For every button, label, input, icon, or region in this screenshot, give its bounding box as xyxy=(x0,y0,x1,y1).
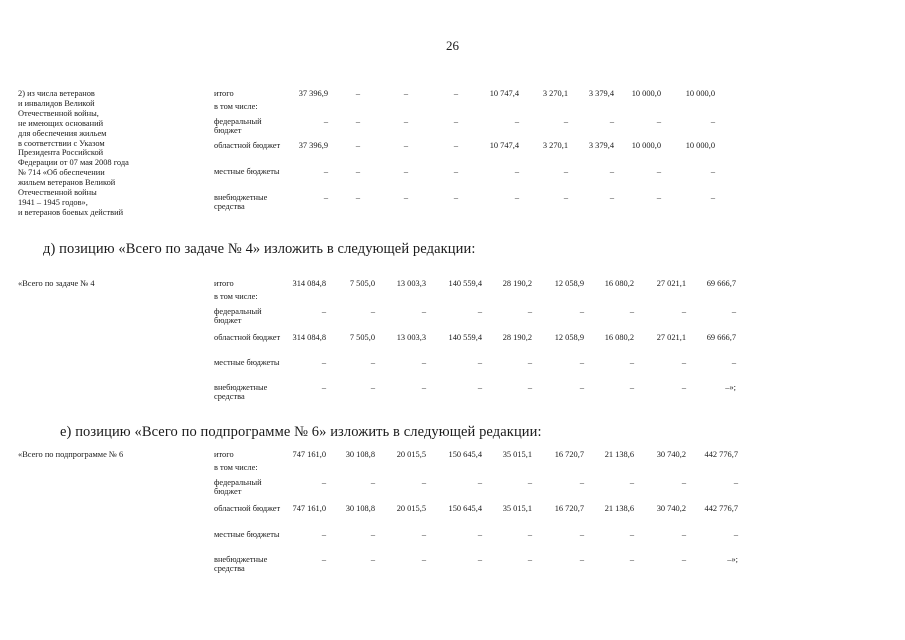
funding-value-cell: – xyxy=(733,530,738,539)
funding-value-cell: – xyxy=(710,117,715,126)
funding-value-cell: 150 645,4 xyxy=(448,504,482,513)
funding-value-cell: – xyxy=(579,555,584,564)
funding-source-label: внебюджетные средства xyxy=(214,555,268,574)
funding-value-cell: 10 000,0 xyxy=(685,89,715,98)
funding-value-cell: 12 058,9 xyxy=(554,333,584,342)
funding-value-cell: – xyxy=(323,167,328,176)
funding-value-cell: – xyxy=(370,555,375,564)
position-description-line: 1941 – 1945 годов», xyxy=(18,197,88,207)
funding-value-cell: – xyxy=(681,358,686,367)
position-description-line: не имеющих оснований xyxy=(18,118,104,128)
funding-value-cell: 10 000,0 xyxy=(631,89,661,98)
funding-value-cell: 3 270,1 xyxy=(542,141,568,150)
position-description-line: и ветеранов боевых действий xyxy=(18,207,124,217)
position-description-line: № 714 «Об обеспечении xyxy=(18,168,105,178)
funding-value-cell: 16 720,7 xyxy=(554,504,584,513)
funding-value-cell: 7 505,0 xyxy=(349,279,375,288)
funding-source-label: федеральный бюджет xyxy=(214,307,262,326)
position-description-line: Отечественной войны, xyxy=(18,108,99,118)
funding-value-cell: 3 379,4 xyxy=(588,89,614,98)
funding-value-cell: 69 666,7 xyxy=(706,279,736,288)
funding-value-cell: – xyxy=(421,358,426,367)
funding-value-cell: 150 645,4 xyxy=(448,450,482,459)
funding-value-cell: 442 776,7 xyxy=(704,504,738,513)
funding-value-cell: – xyxy=(370,478,375,487)
funding-value-cell: – xyxy=(609,193,614,202)
funding-value-cell: 140 559,4 xyxy=(448,279,482,288)
funding-value-cell: – xyxy=(323,117,328,126)
funding-value-cell: 37 396,9 xyxy=(298,141,328,150)
funding-value-cell: – xyxy=(527,358,532,367)
funding-value-cell: 10 747,4 xyxy=(489,89,519,98)
funding-value-cell: 12 058,9 xyxy=(554,279,584,288)
funding-source-label: итого xyxy=(214,89,234,98)
funding-value-cell: 20 015,5 xyxy=(396,504,426,513)
funding-value-cell: – xyxy=(453,89,458,98)
funding-value-cell: – xyxy=(527,478,532,487)
funding-value-cell: 3 270,1 xyxy=(542,89,568,98)
funding-source-label: федеральный бюджет xyxy=(214,478,262,497)
position-description-line: жильем ветеранов Великой xyxy=(18,178,116,188)
position-description-line: в соответствии с Указом xyxy=(18,138,105,148)
funding-value-cell: – xyxy=(527,555,532,564)
funding-source-label: местные бюджеты xyxy=(214,167,280,176)
position-description-line: для обеспечения жильем xyxy=(18,128,107,138)
funding-value-cell: – xyxy=(656,193,661,202)
funding-value-cell: – xyxy=(629,358,634,367)
funding-value-cell: 10 000,0 xyxy=(631,141,661,150)
funding-value-cell: – xyxy=(403,89,408,98)
funding-value-cell: 13 003,3 xyxy=(396,333,426,342)
funding-value-cell: – xyxy=(527,307,532,316)
funding-value-cell: – xyxy=(321,383,326,392)
funding-value-cell: 37 396,9 xyxy=(298,89,328,98)
funding-value-cell: – xyxy=(370,358,375,367)
funding-value-cell: – xyxy=(681,383,686,392)
funding-value-cell: – xyxy=(629,555,634,564)
funding-value-cell: – xyxy=(579,307,584,316)
funding-value-cell: – xyxy=(453,141,458,150)
funding-source-label: итого xyxy=(214,279,234,288)
funding-value-cell: – xyxy=(370,307,375,316)
funding-value-cell: – xyxy=(321,358,326,367)
funding-value-cell: – xyxy=(477,555,482,564)
funding-value-cell: 21 138,6 xyxy=(604,450,634,459)
funding-value-cell: 747 161,0 xyxy=(292,504,326,513)
funding-value-cell: 30 108,8 xyxy=(345,504,375,513)
funding-source-label: федеральный бюджет xyxy=(214,117,262,136)
funding-value-cell: 30 740,2 xyxy=(656,504,686,513)
funding-value-cell: – xyxy=(710,167,715,176)
funding-value-cell: – xyxy=(629,307,634,316)
funding-value-cell: – xyxy=(656,167,661,176)
funding-source-label: местные бюджеты xyxy=(214,358,280,367)
funding-value-cell: – xyxy=(733,478,738,487)
funding-value-cell: 747 161,0 xyxy=(292,450,326,459)
funding-value-cell: – xyxy=(321,555,326,564)
position-description-line: «Всего по подпрограмме № 6 xyxy=(18,450,124,459)
funding-value-cell: – xyxy=(403,117,408,126)
funding-value-cell: – xyxy=(321,478,326,487)
funding-source-label: внебюджетные средства xyxy=(214,193,268,212)
funding-source-label: областной бюджет xyxy=(214,333,281,342)
funding-value-cell: – xyxy=(403,193,408,202)
funding-value-cell: – xyxy=(579,358,584,367)
funding-value-cell: – xyxy=(355,193,360,202)
funding-value-cell: – xyxy=(514,167,519,176)
funding-value-cell: – xyxy=(355,117,360,126)
funding-value-cell: – xyxy=(563,117,568,126)
funding-value-cell: – xyxy=(403,167,408,176)
funding-value-cell: – xyxy=(477,383,482,392)
funding-value-cell: – xyxy=(421,307,426,316)
funding-value-cell: – xyxy=(656,117,661,126)
funding-value-cell: 28 190,2 xyxy=(502,279,532,288)
funding-value-cell: –»; xyxy=(727,555,738,564)
funding-value-cell: – xyxy=(681,530,686,539)
funding-value-cell: – xyxy=(321,530,326,539)
funding-value-cell: – xyxy=(421,555,426,564)
funding-value-cell: – xyxy=(453,117,458,126)
funding-value-cell: 314 084,8 xyxy=(292,279,326,288)
funding-value-cell: – xyxy=(731,307,736,316)
funding-source-label: внебюджетные средства xyxy=(214,383,268,402)
funding-value-cell: – xyxy=(681,478,686,487)
funding-value-cell: – xyxy=(527,383,532,392)
funding-value-cell: – xyxy=(355,167,360,176)
funding-value-cell: – xyxy=(609,117,614,126)
funding-value-cell: 27 021,1 xyxy=(656,279,686,288)
funding-value-cell: – xyxy=(579,530,584,539)
position-description-line: «Всего по задаче № 4 xyxy=(18,279,95,288)
funding-value-cell: – xyxy=(421,383,426,392)
funding-value-cell: – xyxy=(609,167,614,176)
funding-value-cell: 30 740,2 xyxy=(656,450,686,459)
funding-value-cell: 16 080,2 xyxy=(604,333,634,342)
funding-value-cell: – xyxy=(629,383,634,392)
funding-source-label: итого xyxy=(214,450,234,459)
funding-value-cell: – xyxy=(477,358,482,367)
funding-value-cell: 35 015,1 xyxy=(502,450,532,459)
funding-source-label: местные бюджеты xyxy=(214,530,280,539)
position-description-line: 2) из числа ветеранов xyxy=(18,89,95,98)
funding-value-cell: – xyxy=(514,193,519,202)
funding-value-cell: – xyxy=(681,555,686,564)
funding-value-cell: 28 190,2 xyxy=(502,333,532,342)
funding-value-cell: 69 666,7 xyxy=(706,333,736,342)
funding-value-cell: – xyxy=(453,193,458,202)
funding-value-cell: 30 108,8 xyxy=(345,450,375,459)
funding-value-cell: 27 021,1 xyxy=(656,333,686,342)
funding-value-cell: – xyxy=(731,358,736,367)
funding-value-cell: – xyxy=(579,478,584,487)
funding-value-cell: – xyxy=(527,530,532,539)
funding-value-cell: – xyxy=(355,89,360,98)
funding-value-cell: 314 084,8 xyxy=(292,333,326,342)
funding-value-cell: – xyxy=(370,383,375,392)
funding-value-cell: – xyxy=(710,193,715,202)
funding-value-cell: 21 138,6 xyxy=(604,504,634,513)
position-description-line: и инвалидов Великой xyxy=(18,98,95,108)
section-heading: д) позицию «Всего по задаче № 4» изложить в следующей редакции: xyxy=(43,241,476,257)
position-description-line: Отечественной войны xyxy=(18,188,97,197)
funding-value-cell: – xyxy=(477,478,482,487)
funding-source-label: областной бюджет xyxy=(214,504,281,513)
funding-source-label: в том числе: xyxy=(214,292,258,301)
funding-value-cell: 16 080,2 xyxy=(604,279,634,288)
funding-value-cell: – xyxy=(579,383,584,392)
funding-source-label: в том числе: xyxy=(214,463,258,472)
funding-source-label: в том числе: xyxy=(214,102,258,111)
funding-value-cell: 10 000,0 xyxy=(685,141,715,150)
funding-value-cell: – xyxy=(514,117,519,126)
funding-value-cell: – xyxy=(477,307,482,316)
funding-value-cell: 140 559,4 xyxy=(448,333,482,342)
funding-value-cell: 13 003,3 xyxy=(396,279,426,288)
funding-value-cell: – xyxy=(563,193,568,202)
funding-value-cell: – xyxy=(629,478,634,487)
position-description-line: Федерации от 07 мая 2008 года xyxy=(18,158,129,168)
position-description-line: Президента Российской xyxy=(18,148,104,158)
funding-value-cell: 7 505,0 xyxy=(349,333,375,342)
funding-value-cell: – xyxy=(681,307,686,316)
page-number: 26 xyxy=(446,38,459,53)
funding-value-cell: – xyxy=(355,141,360,150)
funding-value-cell: – xyxy=(421,478,426,487)
funding-value-cell: – xyxy=(563,167,568,176)
funding-value-cell: 35 015,1 xyxy=(502,504,532,513)
section-heading: е) позицию «Всего по подпрограмме № 6» изложить в следующей редакции: xyxy=(60,424,542,440)
funding-value-cell: 442 776,7 xyxy=(704,450,738,459)
funding-value-cell: – xyxy=(403,141,408,150)
funding-value-cell: – xyxy=(629,530,634,539)
funding-value-cell: 3 379,4 xyxy=(588,141,614,150)
funding-value-cell: – xyxy=(477,530,482,539)
funding-value-cell: – xyxy=(321,307,326,316)
funding-value-cell: 20 015,5 xyxy=(396,450,426,459)
funding-value-cell: 10 747,4 xyxy=(489,141,519,150)
funding-value-cell: – xyxy=(421,530,426,539)
funding-source-label: областной бюджет xyxy=(214,141,281,150)
funding-value-cell: – xyxy=(370,530,375,539)
funding-value-cell: – xyxy=(453,167,458,176)
funding-value-cell: 16 720,7 xyxy=(554,450,584,459)
funding-value-cell: –»; xyxy=(725,383,736,392)
funding-value-cell: – xyxy=(323,193,328,202)
